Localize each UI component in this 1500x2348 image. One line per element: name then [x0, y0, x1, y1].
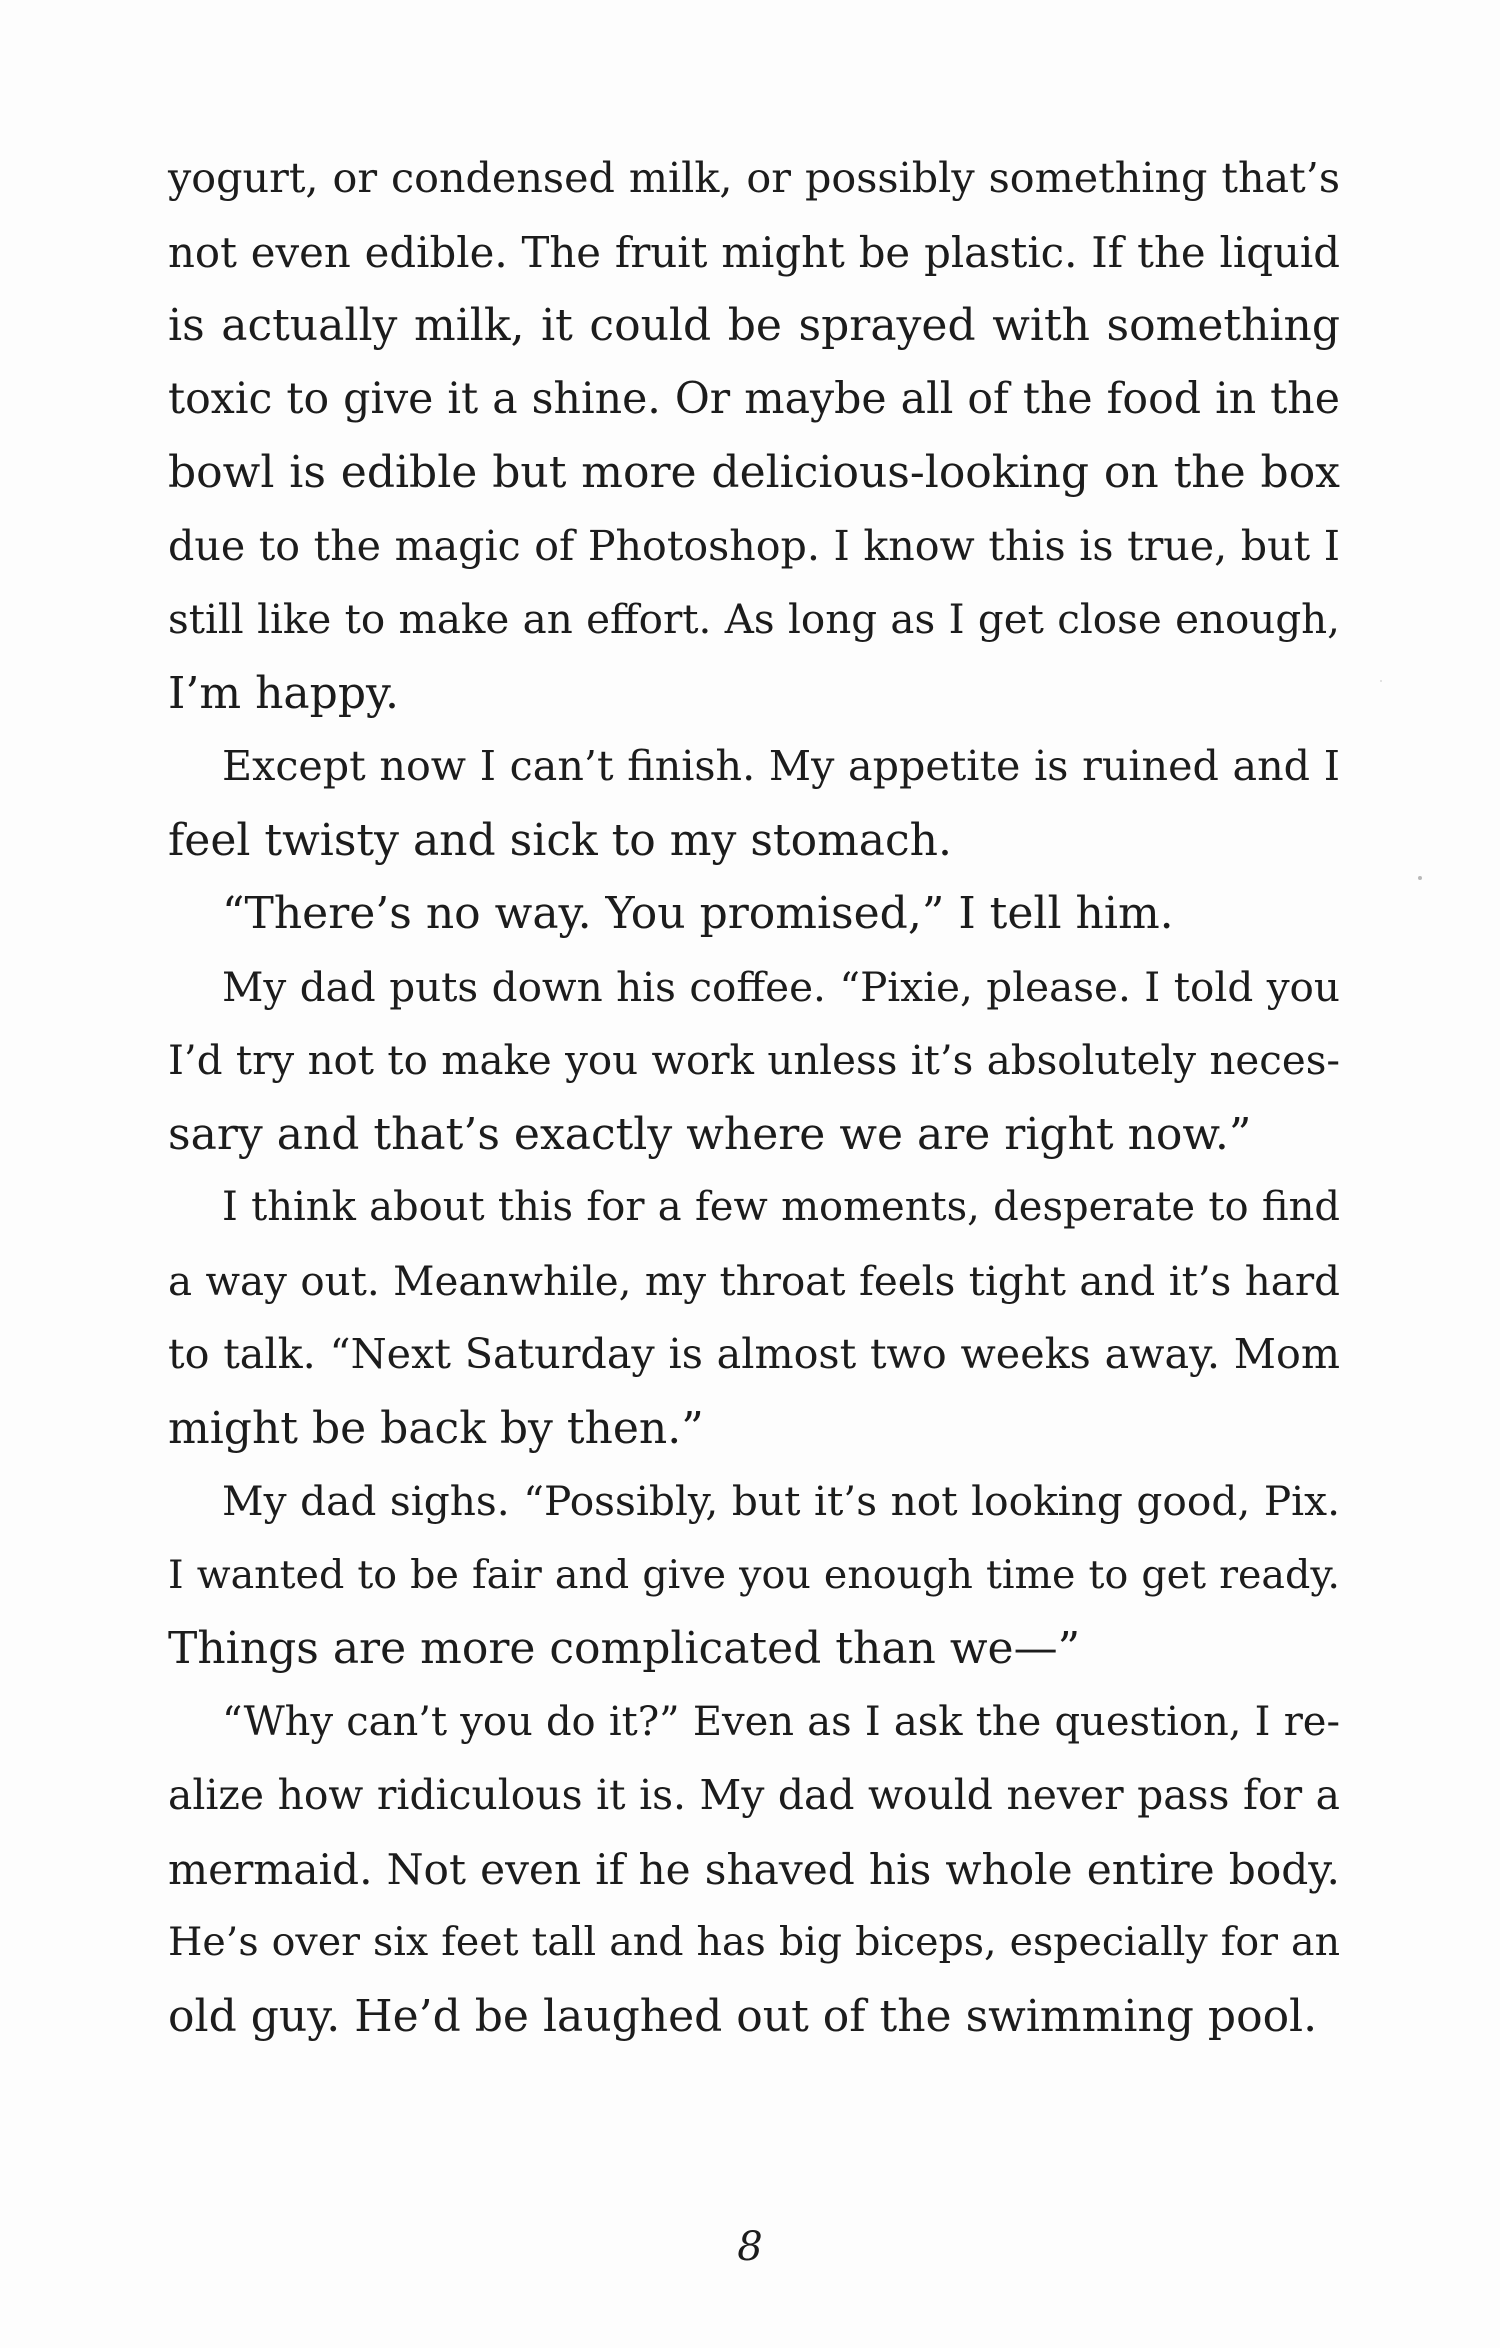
- text-line: Except now I can’t finish. My appetite is ruined and I: [222, 742, 1340, 790]
- text-line: I’m happy.: [168, 667, 399, 719]
- text-line: to talk. “Next Saturday is almost two weeks away. Mom: [168, 1330, 1340, 1378]
- text-line: bowl is edible but more delicious-looking on the box: [168, 447, 1340, 498]
- body-text: [168, 142, 1340, 2053]
- text-line: is actually milk, it could be sprayed with something: [168, 300, 1340, 351]
- text-line: yogurt, or condensed milk, or possibly something that’s: [168, 154, 1340, 202]
- text-line: a way out. Meanwhile, my throat feels tight and it’s hard: [168, 1257, 1340, 1305]
- text-line: mermaid. Not even if he shaved his whole entire body.: [168, 1844, 1340, 1894]
- text-line: He’s over six feet tall and has big biceps, especially for an: [168, 1919, 1340, 1965]
- text-line: “Why can’t you do it?” Even as I ask the question, I re-: [222, 1698, 1340, 1745]
- text-line: My dad puts down his coffee. “Pixie, please. I told you: [222, 962, 1340, 1011]
- text-line: I wanted to be fair and give you enough time to get ready.: [168, 1551, 1340, 1598]
- text-line: Things are more complicated than we—”: [168, 1623, 1081, 1674]
- text-line: toxic to give it a shine. Or maybe all of the food in the: [168, 373, 1340, 424]
- text-line: I’d try not to make you work unless it’s absolutely neces-: [168, 1037, 1340, 1084]
- paper-speck: [1418, 876, 1422, 880]
- text-line: “There’s no way. You promised,” I tell him.: [222, 888, 1174, 939]
- text-line: old guy. He’d be laughed out of the swimming pool.: [168, 1990, 1318, 2042]
- text-line: alize how ridiculous it is. My dad would never pass for a: [168, 1771, 1340, 1819]
- text-line: My dad sighs. “Possibly, but it’s not looking good, Pix.: [222, 1477, 1340, 1525]
- text-line: not even edible. The fruit might be plastic. If the liquid: [168, 227, 1340, 277]
- text-line: still like to make an effort. As long as I get close enough,: [168, 596, 1340, 643]
- text-line: might be back by then.”: [168, 1402, 704, 1454]
- page-number: 8: [737, 2224, 763, 2270]
- text-line: sary and that’s exactly where we are right now.”: [168, 1108, 1252, 1160]
- text-line: I think about this for a few moments, desperate to find: [222, 1184, 1340, 1230]
- text-line: due to the magic of Photoshop. I know this is true, but I: [168, 521, 1340, 570]
- text-line: feel twisty and sick to my stomach.: [168, 814, 953, 866]
- paper-speck: [1380, 680, 1382, 682]
